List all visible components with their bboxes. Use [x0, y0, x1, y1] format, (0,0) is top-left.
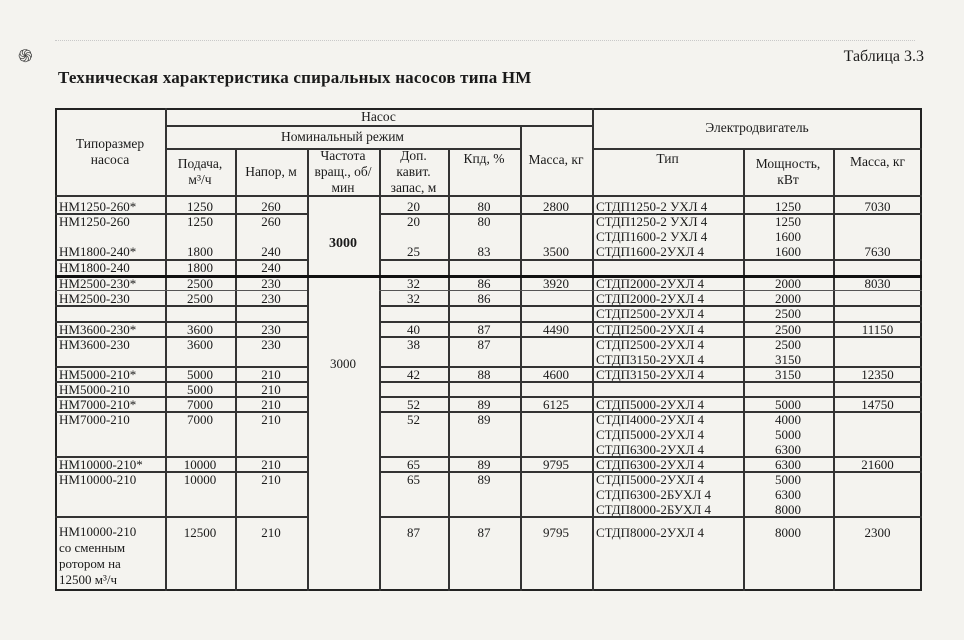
table-cell-power: 3150: [775, 367, 801, 382]
table-cell-motor: СТДП1600-2 УХЛ 4: [596, 229, 708, 244]
page-title: Техническая характеристика спиральных насосов типа НМ: [58, 68, 532, 87]
table-cell-model: [59, 487, 161, 502]
table-cell-eff: 88: [477, 367, 491, 382]
table-cell-flow: 12500: [183, 525, 217, 540]
table-cell-eff: 87: [477, 337, 491, 352]
table-cell-flow: 3600: [187, 337, 213, 352]
table-cell-npsh: [383, 427, 444, 442]
table-cell-npsh: 87: [407, 525, 420, 540]
table-cell-eff: [452, 427, 516, 442]
table-cell-flow: 1250: [187, 199, 213, 214]
table-cell-model: со сменным: [59, 540, 126, 555]
table-cell-mmass: 21600: [861, 457, 894, 472]
table-cell-mmass: [837, 352, 918, 367]
table-cell-motor: СТДП1600-2УХЛ 4: [596, 244, 705, 259]
table-cell-model: НМ5000-210*: [59, 367, 137, 382]
table-cell-model: [59, 229, 161, 244]
table-cell-motor: СТДП6300-2УХЛ 4: [596, 442, 705, 457]
table-cell-eff: [452, 352, 516, 367]
table-cell-npsh: 52: [407, 397, 420, 412]
table-cell-model: 12500 м³/ч: [59, 572, 118, 587]
table-cell-model: НМ10000-210: [59, 472, 137, 487]
table-cell-npsh: 32: [407, 276, 420, 291]
table-cell-motor: [596, 382, 739, 397]
table-cell-head: 260: [261, 214, 281, 229]
table-cell-npsh: [383, 260, 444, 275]
table-cell-model: ротором на: [59, 556, 121, 571]
header-pump: Насос: [361, 108, 396, 124]
table-cell-model: [59, 352, 161, 367]
table-cell-eff: [452, 442, 516, 457]
table-cell-motor: [596, 260, 739, 275]
table-cell-power: 1250: [775, 214, 801, 229]
table-cell-npsh: [383, 487, 444, 502]
table-cell-flow: 7000: [187, 397, 213, 412]
table-cell-power: 3150: [775, 352, 801, 367]
table-cell-eff: [452, 260, 516, 275]
table-cell-power: 1600: [775, 229, 801, 244]
table-cell-mass: [524, 412, 588, 427]
table-cell-head: 210: [261, 457, 281, 472]
header-pump-mass: Масса, кг: [528, 152, 584, 167]
table-cell-motor: СТДП3150-2УХЛ 4: [596, 367, 705, 382]
table-cell-flow: [169, 306, 231, 321]
table-cell-model: НМ1800-240: [59, 260, 130, 275]
header-motor-mass: Масса, кг: [850, 153, 905, 169]
table-cell-npsh: 20: [407, 199, 420, 214]
header-power: Мощность, кВт: [755, 155, 821, 187]
table-cell-mass: [524, 382, 588, 397]
table-cell-model: [59, 306, 161, 321]
table-cell-flow: 1800: [187, 260, 213, 275]
speed-value-group-1: 3000: [329, 236, 357, 251]
table-cell-mmass: [837, 291, 918, 306]
table-cell-head: 240: [261, 260, 281, 275]
table-cell-mmass: 8030: [864, 276, 891, 291]
table-cell-head: 210: [261, 382, 281, 397]
table-cell-power: [747, 382, 829, 397]
table-cell-mass: [524, 291, 588, 306]
table-cell-power: 8000: [775, 502, 801, 517]
header-line: [55, 195, 922, 197]
table-cell-mmass: 12350: [861, 367, 894, 382]
table-cell-head: [239, 442, 303, 457]
table-cell-mass: 2800: [543, 199, 569, 214]
table-cell-flow: 5000: [187, 382, 213, 397]
table-cell-power: 5000: [775, 397, 801, 412]
table-cell-flow: [169, 427, 231, 442]
table-cell-npsh: 65: [407, 472, 420, 487]
spec-table: [55, 108, 922, 591]
table-cell-mass: [524, 229, 588, 244]
table-cell-eff: 89: [477, 457, 491, 472]
table-cell-mass: [524, 260, 588, 275]
table-cell-eff: [452, 487, 516, 502]
table-cell-head: 260: [261, 199, 281, 214]
table-cell-power: 2500: [775, 322, 801, 337]
table-cell-flow: 1800: [187, 244, 213, 259]
table-cell-motor: СТДП1250-2 УХЛ 4: [596, 199, 708, 214]
table-cell-eff: 89: [477, 397, 491, 412]
table-cell-head: [239, 352, 303, 367]
table-cell-power: 1250: [775, 199, 801, 214]
table-cell-head: 210: [261, 397, 281, 412]
table-cell-motor: СТДП1250-2 УХЛ 4: [596, 214, 708, 229]
table-cell-eff: [452, 382, 516, 397]
table-cell-npsh: [383, 306, 444, 321]
table-cell-power: 2000: [775, 291, 801, 306]
header-head: Напор, м: [245, 163, 297, 179]
table-cell-motor: СТДП8000-2УХЛ 4: [596, 525, 705, 540]
table-cell-mass: 4600: [543, 367, 569, 382]
table-cell-mmass: 2300: [864, 525, 891, 540]
table-cell-mass: [524, 306, 588, 321]
table-cell-mmass: [837, 382, 918, 397]
table-cell-npsh: 25: [407, 244, 420, 259]
table-cell-mmass: [837, 214, 918, 229]
table-cell-model: НМ7000-210*: [59, 397, 137, 412]
table-cell-model: [59, 502, 161, 517]
table-cell-npsh: 65: [407, 457, 420, 472]
table-cell-mass: [524, 352, 588, 367]
table-cell-mmass: 7030: [864, 199, 891, 214]
table-cell-mass: [524, 472, 588, 487]
table-cell-flow: [169, 502, 231, 517]
table-cell-mass: [524, 442, 588, 457]
table-cell-eff: 89: [477, 472, 491, 487]
table-cell-flow: [169, 229, 231, 244]
table-cell-power: 1600: [775, 244, 801, 259]
table-cell-npsh: 38: [407, 337, 420, 352]
table-cell-npsh: [383, 442, 444, 457]
table-cell-mass: [524, 337, 588, 352]
table-cell-flow: 2500: [187, 291, 213, 306]
table-cell-motor: СТДП4000-2УХЛ 4: [596, 412, 705, 427]
table-cell-mass: 3920: [543, 276, 569, 291]
table-cell-mmass: [837, 472, 918, 487]
table-cell-power: 2500: [775, 306, 801, 321]
table-cell-model: НМ10000-210*: [59, 457, 143, 472]
table-cell-flow: 7000: [187, 412, 213, 427]
table-cell-head: [239, 487, 303, 502]
table-cell-model: НМ2500-230: [59, 291, 130, 306]
table-cell-model: НМ1250-260: [59, 214, 130, 229]
table-cell-mmass: [837, 306, 918, 321]
table-cell-head: [239, 427, 303, 442]
header-npsh: Доп. кавит. запас, м: [390, 147, 437, 195]
table-cell-model: НМ7000-210: [59, 412, 130, 427]
table-cell-mass: 9795: [543, 457, 569, 472]
table-cell-power: 2000: [775, 276, 801, 291]
table-cell-flow: 2500: [187, 276, 213, 291]
table-cell-eff: 80: [477, 214, 491, 229]
table-cell-mmass: [837, 260, 918, 275]
table-cell-model: НМ3600-230*: [59, 322, 137, 337]
table-cell-model: НМ10000-210: [59, 524, 137, 539]
table-cell-head: 210: [261, 367, 281, 382]
table-cell-model: НМ3600-230: [59, 337, 130, 352]
table-cell-power: 5000: [775, 427, 801, 442]
column-line: [592, 108, 594, 591]
table-cell-power: 6300: [775, 457, 801, 472]
table-cell-power: 2500: [775, 337, 801, 352]
table-cell-eff: [452, 502, 516, 517]
header-efficiency: Кпд, %: [463, 151, 505, 166]
table-cell-flow: 1250: [187, 214, 213, 229]
table-cell-mmass: 7630: [864, 244, 891, 259]
table-cell-flow: 10000: [183, 457, 217, 472]
table-cell-head: [239, 229, 303, 244]
table-cell-npsh: [383, 352, 444, 367]
table-cell-motor: СТДП5000-2УХЛ 4: [596, 397, 705, 412]
header-motor-type: Тип: [656, 151, 679, 166]
header-speed: Частота вращ., об/мин: [314, 147, 372, 195]
table-cell-eff: 87: [477, 322, 491, 337]
table-cell-model: [59, 427, 161, 442]
table-cell-eff: [452, 229, 516, 244]
table-cell-mass: 4490: [543, 322, 569, 337]
table-cell-head: 210: [261, 525, 281, 540]
table-cell-power: 6300: [775, 487, 801, 502]
table-cell-power: 5000: [775, 472, 801, 487]
table-cell-npsh: 40: [407, 322, 420, 337]
header-flow: Подача, м³/ч: [177, 155, 223, 187]
table-cell-motor: СТДП5000-2УХЛ 4: [596, 427, 705, 442]
table-cell-eff: 87: [477, 525, 491, 540]
table-cell-model: НМ2500-230*: [59, 276, 137, 291]
table-cell-mass: [524, 214, 588, 229]
table-number: Таблица 3.3: [843, 48, 924, 65]
table-cell-flow: [169, 442, 231, 457]
table-cell-head: [239, 306, 303, 321]
table-cell-npsh: 32: [407, 291, 420, 306]
table-cell-npsh: [383, 229, 444, 244]
table-cell-model: НМ1250-260*: [59, 199, 137, 214]
table-cell-flow: [169, 487, 231, 502]
header-motor: Электродвигатель: [705, 120, 809, 135]
table-cell-mmass: 11150: [861, 322, 894, 337]
table-cell-mmass: [837, 427, 918, 442]
table-cell-mmass: [837, 412, 918, 427]
table-cell-flow: 3600: [187, 322, 213, 337]
table-cell-mmass: 14750: [861, 397, 894, 412]
scan-corner-mark: ֍: [18, 46, 33, 66]
table-cell-motor: СТДП6300-2БУХЛ 4: [596, 487, 712, 502]
table-cell-head: 240: [261, 244, 281, 259]
table-cell-mass: [524, 502, 588, 517]
speed-value-group-2: 3000: [330, 356, 356, 371]
table-cell-eff: 86: [477, 291, 491, 306]
table-cell-head: 230: [261, 322, 281, 337]
table-cell-motor: СТДП2000-2УХЛ 4: [596, 276, 705, 291]
table-cell-eff: 80: [477, 199, 491, 214]
table-cell-eff: 83: [477, 244, 491, 259]
table-cell-eff: [452, 306, 516, 321]
table-cell-eff: 89: [477, 412, 491, 427]
table-cell-motor: СТДП2500-2УХЛ 4: [596, 337, 705, 352]
table-cell-power: 4000: [775, 412, 801, 427]
table-cell-motor: СТДП5000-2УХЛ 4: [596, 472, 705, 487]
table-cell-motor: СТДП2500-2УХЛ 4: [596, 306, 705, 321]
table-cell-mass: 3500: [543, 244, 569, 259]
table-cell-motor: СТДП6300-2УХЛ 4: [596, 457, 705, 472]
table-cell-power: [747, 260, 829, 275]
table-cell-mass: 9795: [543, 525, 569, 540]
table-cell-mmass: [837, 229, 918, 244]
table-cell-mmass: [837, 502, 918, 517]
table-cell-head: 230: [261, 291, 281, 306]
table-cell-motor: СТДП3150-2УХЛ 4: [596, 352, 705, 367]
table-cell-flow: [169, 352, 231, 367]
scan-artifact-line: [55, 40, 915, 47]
table-cell-mmass: [837, 337, 918, 352]
table-cell-mass: [524, 487, 588, 502]
table-cell-head: [239, 502, 303, 517]
table-cell-mmass: [837, 487, 918, 502]
table-cell-npsh: 52: [407, 412, 420, 427]
table-cell-mmass: [837, 442, 918, 457]
table-cell-motor: СТДП2500-2УХЛ 4: [596, 322, 705, 337]
table-cell-head: 210: [261, 412, 281, 427]
table-cell-motor: СТДП8000-2БУХЛ 4: [596, 502, 712, 517]
header-nominal-mode: Номинальный режим: [281, 128, 404, 144]
table-cell-npsh: [383, 382, 444, 397]
table-cell-motor: СТДП2000-2УХЛ 4: [596, 291, 705, 306]
table-cell-head: 210: [261, 472, 281, 487]
table-cell-head: 230: [261, 337, 281, 352]
table-cell-npsh: 42: [407, 367, 420, 382]
table-cell-npsh: [383, 502, 444, 517]
table-cell-power: 6300: [775, 442, 801, 457]
table-cell-head: 230: [261, 276, 281, 291]
table-cell-npsh: 20: [407, 214, 420, 229]
table-cell-flow: 5000: [187, 367, 213, 382]
table-cell-model: НМ5000-210: [59, 382, 130, 397]
table-cell-flow: 10000: [183, 472, 217, 487]
table-cell-model: НМ1800-240*: [59, 244, 137, 259]
table-cell-eff: 86: [477, 276, 491, 291]
table-cell-mass: 6125: [543, 397, 569, 412]
table-cell-mass: [524, 427, 588, 442]
table-cell-power: 8000: [775, 525, 801, 540]
header-model: Типоразмер насоса: [75, 135, 145, 167]
table-cell-model: [59, 442, 161, 457]
